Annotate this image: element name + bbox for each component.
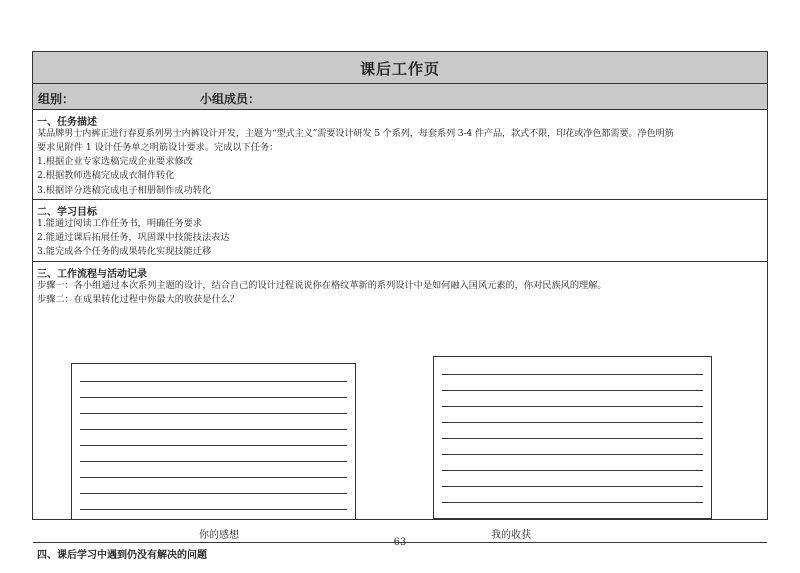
learning-goals-section bbox=[33, 200, 767, 262]
writing-line bbox=[80, 493, 347, 494]
section-title: 二、学习目标 bbox=[37, 207, 97, 218]
gains-writing-box[interactable] bbox=[433, 356, 712, 519]
page-number: 63 bbox=[393, 537, 407, 548]
writing-line bbox=[442, 486, 703, 487]
writing-line bbox=[442, 390, 703, 391]
gains-caption: 我的收获 bbox=[491, 530, 531, 541]
text-line: 3.能完成各个任务的成果转化实现技能迁移 bbox=[37, 246, 212, 257]
title-row bbox=[33, 52, 767, 84]
writing-line bbox=[80, 381, 347, 382]
writing-line bbox=[80, 445, 347, 446]
writing-line bbox=[442, 406, 703, 407]
page-title: 课后工作页 bbox=[359, 60, 440, 78]
text-line: 1.根据企业专家选稿完成企业要求修改 bbox=[37, 156, 193, 167]
writing-line bbox=[80, 477, 347, 478]
text-line: 3.根据评分选稿完成电子相册制作成功转化 bbox=[37, 185, 212, 196]
text-line: 1.能通过阅读工作任务书，明确任务要求 bbox=[37, 218, 202, 229]
section-title: 四、课后学习中遇到仍没有解决的问题 bbox=[37, 550, 207, 561]
section-title: 三、工作流程与活动记录 bbox=[37, 269, 147, 280]
writing-line bbox=[80, 509, 347, 510]
text-line: 步骤二：在成果转化过程中你最大的收获是什么？ bbox=[37, 294, 240, 305]
text-line: 2.能通过课后拓展任务，巩固课中技能技法表达 bbox=[37, 232, 230, 243]
writing-line bbox=[442, 470, 703, 471]
group-label: 组别： bbox=[38, 92, 75, 106]
writing-line bbox=[442, 374, 703, 375]
writing-line bbox=[442, 438, 703, 439]
writing-line bbox=[442, 422, 703, 423]
workflow-section bbox=[33, 262, 767, 543]
text-line: 2.根据教师选稿完成成衣制作转化 bbox=[37, 170, 175, 181]
reflection-writing-box[interactable] bbox=[71, 363, 356, 520]
members-label: 小组成员： bbox=[200, 92, 261, 106]
section-title: 一、任务描述 bbox=[37, 117, 97, 128]
reflection-caption: 你的感想 bbox=[199, 530, 239, 541]
writing-line bbox=[80, 461, 347, 462]
writing-line bbox=[442, 502, 703, 503]
writing-line bbox=[80, 397, 347, 398]
writing-line bbox=[80, 413, 347, 414]
text-line: 某品牌男士内裤正进行春夏系列男士内裤设计开发，主题为“型式主义”需要设计研发 5 个系列，每套系列 3-4 件产品，款式不限，印花或净色都需要。净色明筋 bbox=[37, 128, 674, 139]
text-line: 要求见附件 1 设计任务单之明筋设计要求。完成以下任务： bbox=[37, 142, 279, 153]
text-line: 步骤一：各小组通过本次系列主题的设计，结合自己的设计过程说说你在格纹革新的系列设计中是如何融入国风元素的，你对民族风的理解。 bbox=[37, 280, 607, 291]
writing-line bbox=[80, 429, 347, 430]
task-description-section bbox=[33, 110, 767, 200]
writing-line bbox=[442, 454, 703, 455]
group-row bbox=[33, 84, 767, 110]
